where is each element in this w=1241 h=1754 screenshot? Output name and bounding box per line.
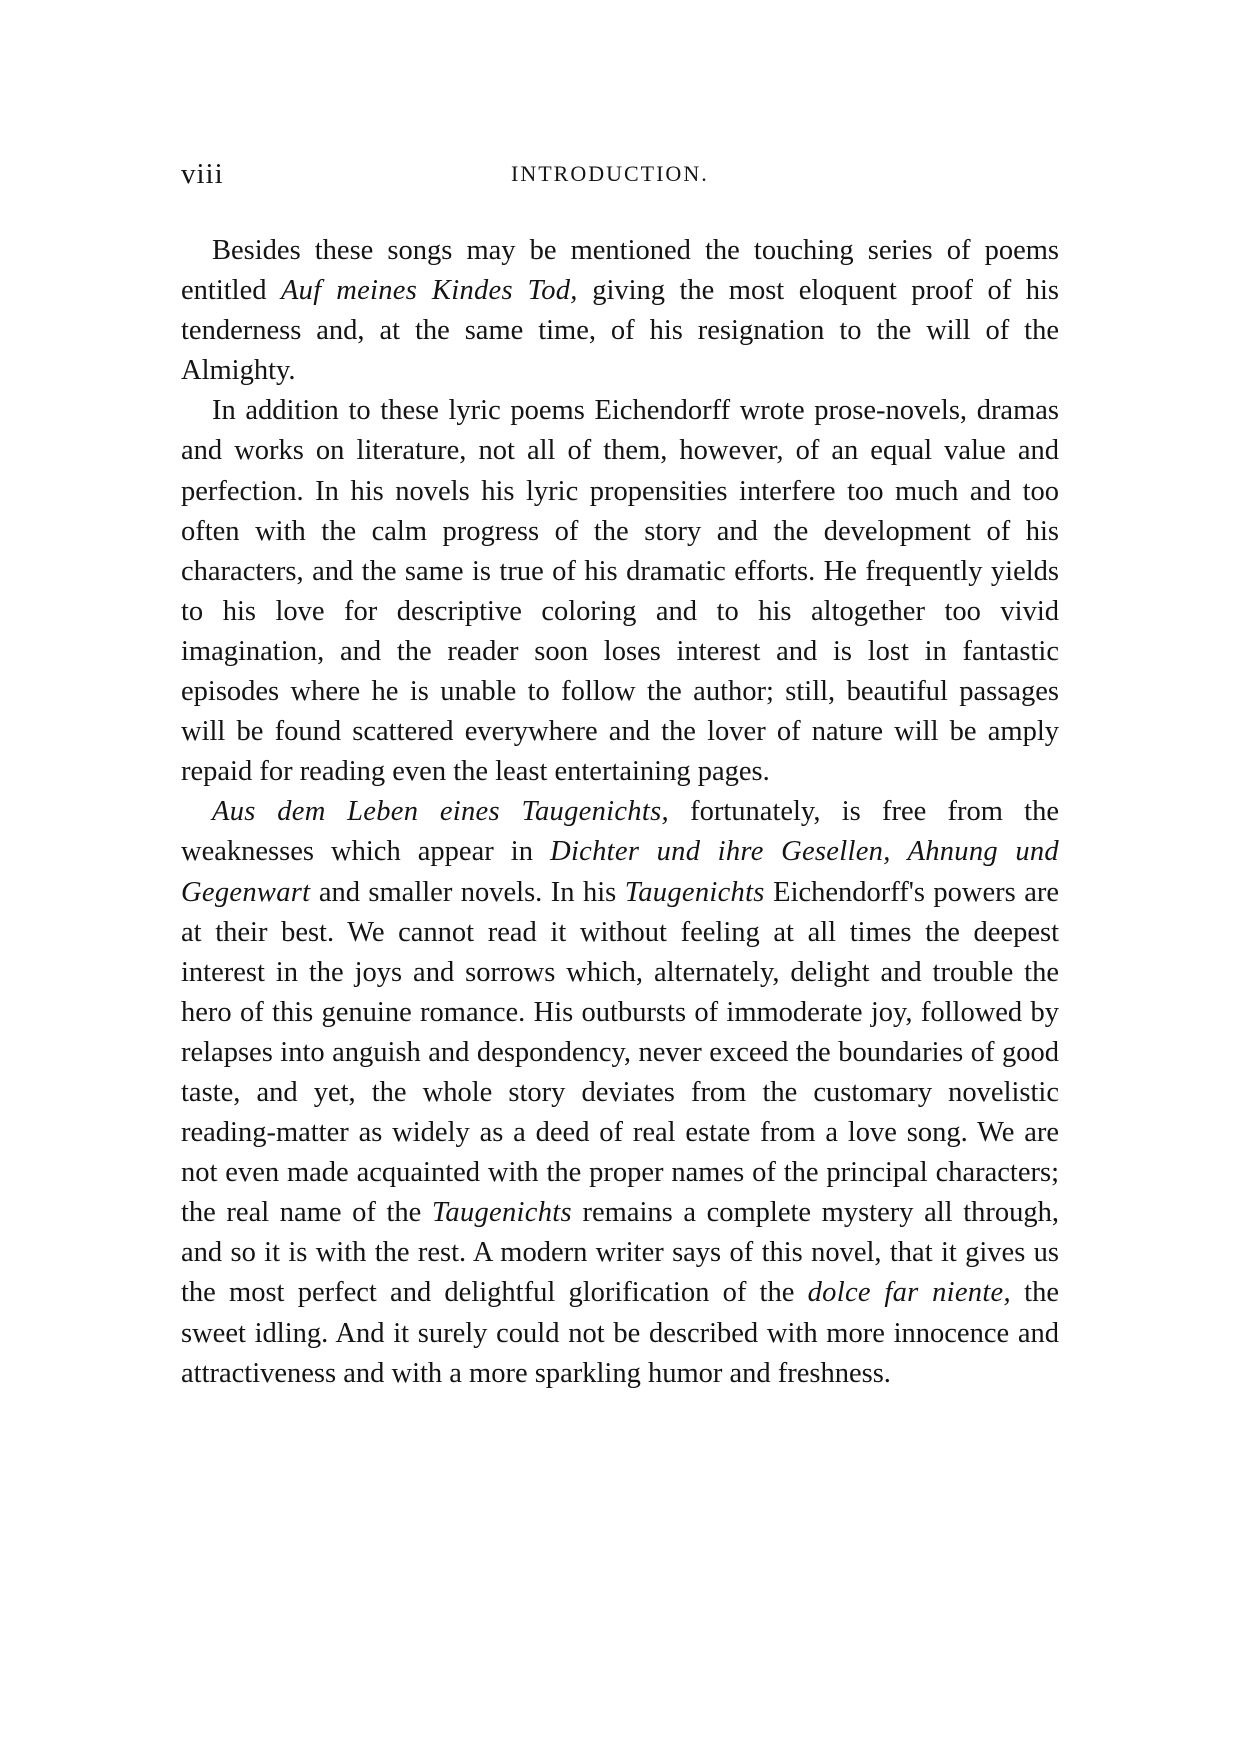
paragraph-text: Eichendorff's powers are at their best. We cannot read it without feeling at all times the deepest interest in the joys and sorrows which, alternately, delight and trouble the hero of this genuine romance. His outbursts of immoderate joy, followed by relapses into anguish and despondency, never exceed the boundaries of good taste, and yet, the whole story deviates from the customary novelistic reading-matter as widely as a deed of real estate from a love song. We are not even made acquainted with the proper names of the principal characters; the real name of the (181, 876, 1059, 1229)
running-head-title: INTRODUCTION. (511, 161, 709, 186)
paragraph-text: Besides these songs may be mentioned the touching series of poems entitled (181, 235, 1059, 307)
paragraph-1 (181, 231, 1059, 391)
page-number: viii (181, 158, 224, 190)
italic-title-text: Aus dem Leben eines Taugenichts, (212, 796, 669, 828)
paragraph-2 (181, 391, 1059, 792)
italic-title-text: dolce far niente, (807, 1277, 1011, 1309)
paragraph-text: In addition to these lyric poems Eichendorff wrote prose-novels, dramas and works on literature, not all of them, however, of an equal value and perfection. In his novels his lyric propensities interfere too much and too often with the calm progress of the story and the development of his characters, and the same is true of his dramatic efforts. He frequently yields to his love for descriptive coloring and to his altogether too vivid imagination, and the reader soon loses interest and is lost in fantastic episodes where he is unable to follow the author; still, beautiful passages will be found scattered everywhere and the lover of nature will be amply repaid for reading even the least entertaining pages. (181, 395, 1059, 788)
italic-title-text: Taugenichts (431, 1197, 572, 1229)
italic-title-text: Auf meines Kindes Tod, (280, 275, 578, 307)
body-text (181, 231, 1059, 1394)
italic-title-text: Taugenichts (624, 876, 765, 908)
paragraph-text: the sweet idling. And it surely could not be described with more innocence and attractiveness and with a more sparkling humor and freshness. (181, 1277, 1059, 1389)
paragraph-text: and smaller novels. In his (310, 876, 625, 908)
running-head (181, 158, 1061, 198)
italic-title-text: Dichter und ihre Gesellen, Ahnung und Gegenwart (181, 836, 1059, 908)
paragraph-text: remains a complete mystery all through, and so it is with the rest. A modern writer says of this novel, that it gives us the most perfect and delightful glorification of the (181, 1197, 1059, 1309)
paragraph-text: fortunately, is free from the weaknesses which appear in (181, 796, 1059, 868)
paragraph-3 (181, 792, 1059, 1393)
paragraph-text: giving the most eloquent proof of his tenderness and, at the same time, of his resignation to the will of the Almighty. (181, 275, 1059, 387)
